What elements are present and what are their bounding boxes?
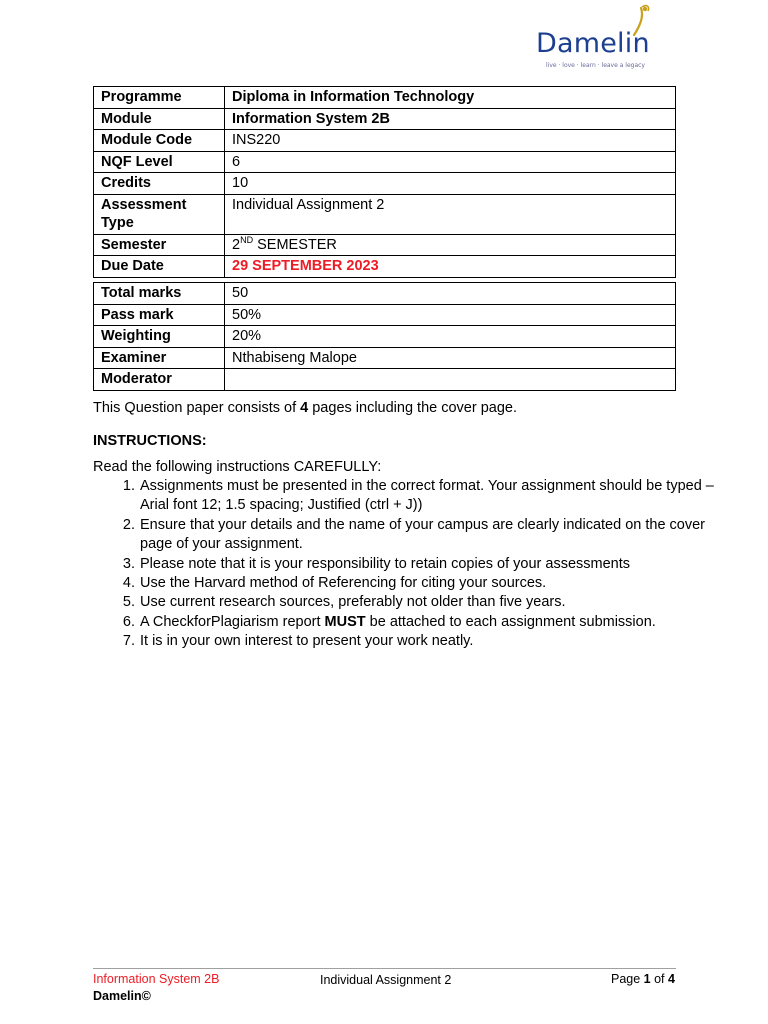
row-label: Assessment Type	[94, 194, 225, 234]
pass-mark-value: 50%	[225, 304, 676, 326]
row-label: Module Code	[94, 130, 225, 152]
row-label: Credits	[94, 173, 225, 195]
list-item: 7. It is in your own interest to present your work neatly.	[139, 632, 729, 651]
logo-tagline: live · love · learn · leave a legacy	[546, 62, 645, 69]
nqf-level-value: 6	[225, 151, 676, 173]
page-total: 4	[668, 972, 675, 986]
instructions-list	[93, 477, 729, 652]
semester-word: SEMESTER	[253, 236, 337, 253]
module-value: Information System 2B	[225, 108, 676, 130]
row-label: Programme	[94, 87, 225, 109]
i6-before: A CheckforPlagiarism report	[140, 613, 325, 630]
table-row	[94, 326, 676, 348]
footer-page-number	[611, 972, 675, 986]
table-row	[94, 151, 676, 173]
semester-value	[225, 234, 676, 256]
semester-suffix: ND	[240, 234, 254, 245]
examiner-value: Nthabiseng Malope	[225, 347, 676, 369]
instructions-intro: Read the following instructions CAREFULLY:	[93, 459, 382, 475]
list-item	[139, 613, 729, 632]
marks-table	[93, 282, 676, 391]
programme-value: Diploma in Information Technology	[225, 87, 676, 109]
row-label: Total marks	[94, 283, 225, 305]
damelin-logo	[536, 4, 676, 70]
i6-after: be attached to each assignment submission.	[365, 613, 656, 630]
row-label: Moderator	[94, 369, 225, 391]
intro-after: pages including the cover page.	[308, 400, 518, 416]
semester-number: 2	[232, 236, 241, 253]
list-item: 3. Please note that it is your responsibility to retain copies of your assessments	[139, 555, 729, 574]
list-item: 4. Use the Harvard method of Referencing for citing your sources.	[139, 574, 729, 593]
assessment-type-value: Individual Assignment 2	[225, 194, 676, 234]
i6-must: MUST	[324, 613, 366, 630]
table-row	[94, 347, 676, 369]
row-label: NQF Level	[94, 151, 225, 173]
table-row	[94, 194, 676, 234]
weighting-value: 20%	[225, 326, 676, 348]
row-label: Pass mark	[94, 304, 225, 326]
moderator-value	[225, 369, 676, 391]
table-row	[94, 108, 676, 130]
instructions-heading: INSTRUCTIONS:	[93, 433, 207, 449]
due-date-value: 29 SEPTEMBER 2023	[225, 256, 676, 278]
list-item: 1. Assignments must be presented in the correct format. Your assignment should be typed – Arial font 12; 1.5 spacing; Justified (ctrl + J))	[139, 477, 729, 516]
list-item: 2. Ensure that your details and the name of your campus are clearly indicated on the cover page of your assignment.	[139, 516, 729, 555]
of-word: of	[650, 972, 668, 986]
logo-wordmark: Damelin	[536, 28, 650, 59]
table-row	[94, 256, 676, 278]
footer-brand: Damelin©	[93, 989, 151, 1003]
footer-module: Information System 2B	[93, 972, 220, 986]
credits-value: 10	[225, 173, 676, 195]
list-item: 5. Use current research sources, preferably not older than five years.	[139, 593, 729, 612]
row-label: Semester	[94, 234, 225, 256]
table-row	[94, 130, 676, 152]
row-label: Module	[94, 108, 225, 130]
page-current: 1	[643, 972, 651, 986]
intro-before: This Question paper consists of	[93, 400, 301, 416]
table-row	[94, 173, 676, 195]
total-marks-value: 50	[225, 283, 676, 305]
table-row	[94, 234, 676, 256]
table-row	[94, 304, 676, 326]
intro-pages: 4	[300, 400, 309, 416]
footer-assignment: Individual Assignment 2	[320, 973, 452, 987]
footer-divider	[93, 968, 676, 969]
row-label: Examiner	[94, 347, 225, 369]
table-row	[94, 283, 676, 305]
row-label: Weighting	[94, 326, 225, 348]
table-row	[94, 369, 676, 391]
page-count-statement	[93, 399, 517, 418]
module-code-value: INS220	[225, 130, 676, 152]
table-row	[94, 87, 676, 109]
module-info-table	[93, 86, 676, 278]
page-word: Page	[611, 972, 644, 986]
row-label: Due Date	[94, 256, 225, 278]
